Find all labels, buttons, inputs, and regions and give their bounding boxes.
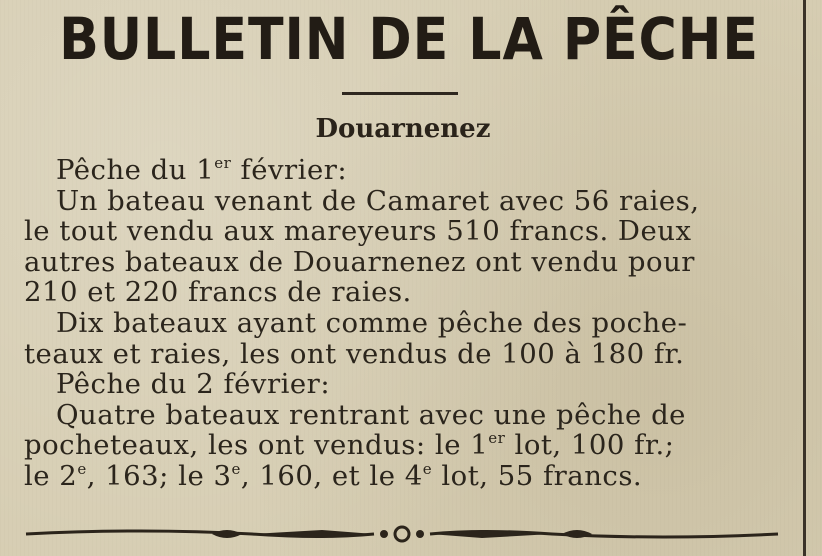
text-segment: Pêche du 2 février: bbox=[56, 368, 331, 401]
article-line bbox=[24, 186, 792, 217]
ordinal-superscript: er bbox=[488, 429, 506, 448]
article-line bbox=[24, 308, 792, 339]
headline: BULLETIN DE LA PÊCHE bbox=[59, 5, 759, 73]
text-segment: le 2 bbox=[24, 459, 78, 492]
ordinal-superscript: e bbox=[77, 459, 87, 478]
article-line bbox=[24, 369, 792, 400]
text-segment: le tout vendu aux mareyeurs 510 francs. Deux bbox=[24, 215, 692, 248]
article-body bbox=[24, 155, 792, 492]
article-line bbox=[24, 400, 792, 431]
location-subheading: Douarnenez bbox=[315, 114, 491, 144]
ornamental-divider bbox=[22, 522, 782, 548]
text-segment: pocheteaux, les ont vendus: le 1 bbox=[24, 429, 489, 462]
article-line bbox=[24, 461, 792, 492]
article-line bbox=[24, 277, 792, 308]
text-segment: Quatre bateaux rentrant avec une pêche de bbox=[56, 398, 686, 431]
text-segment: 210 et 220 francs de raies. bbox=[24, 276, 412, 309]
text-segment: Pêche du 1 bbox=[56, 154, 215, 186]
article-line bbox=[24, 216, 792, 247]
text-segment: teaux et raies, les ont vendus de 100 à 180 fr. bbox=[24, 337, 685, 370]
text-segment: lot, 55 francs. bbox=[432, 459, 643, 492]
text-segment: , 163; le 3 bbox=[86, 459, 232, 492]
text-segment: lot, 100 fr.; bbox=[505, 429, 675, 462]
article-line bbox=[24, 155, 792, 186]
article-line bbox=[24, 247, 792, 278]
text-segment: février: bbox=[231, 154, 348, 186]
text-segment: Un bateau venant de Camaret avec 56 raies, bbox=[56, 184, 700, 217]
article-line bbox=[24, 339, 792, 370]
column-divider bbox=[803, 0, 806, 556]
ordinal-superscript: e bbox=[422, 459, 433, 478]
article-line bbox=[24, 430, 792, 461]
ordinal-superscript: e bbox=[231, 459, 241, 478]
text-segment: , 160, et le 4 bbox=[240, 459, 423, 492]
text-segment: autres bateaux de Douarnenez ont vendu pour bbox=[24, 245, 695, 278]
text-segment: Dix bateaux ayant comme pêche des poche- bbox=[56, 306, 688, 339]
headline-rule bbox=[342, 92, 458, 95]
ordinal-superscript: er bbox=[214, 154, 232, 172]
